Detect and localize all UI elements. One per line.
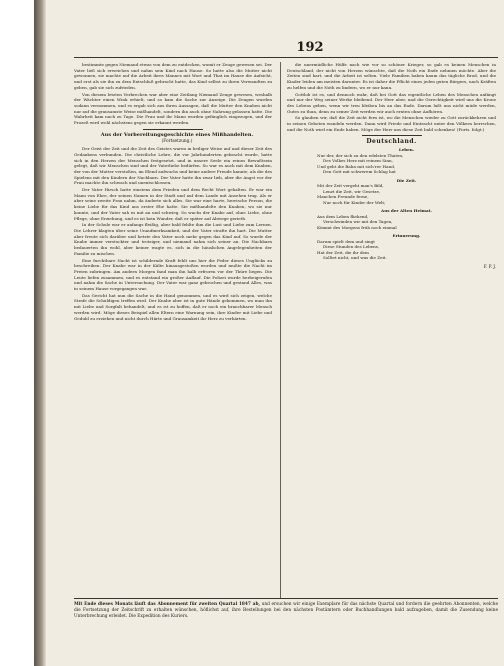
page-number: 192: [296, 40, 324, 55]
poem-line: Den Gott mit schwerem Schlag hat: [323, 169, 396, 175]
poem-line: Mit der Zeit vergeht man's Bild,: [317, 183, 384, 189]
right-column: [287, 62, 496, 600]
poem-line: Manchen Freunde ferne,: [317, 194, 369, 200]
poem-stanza: [317, 147, 496, 175]
poem-line: Aus dem Leben fliehend,: [317, 213, 369, 219]
notice-text: und ersuchen wir einige Exemplare für das nächste Quartal und fordern die geehrten Abonnenten, welche die Fortsetzung der Zeitschrift zu erhalten wünschen, höflichst auf, ihre Bestellungen bei den nächsten Postämtern oder Buchhandlungen bald aufzugeben, damit die Zusendung keine Unterbrechung erleidet. Die Expedition des Kuriers.: [74, 602, 498, 619]
article-subtitle: (Fortsetzung.): [161, 139, 193, 145]
subscription-notice: [74, 598, 498, 619]
section-divider: [143, 129, 203, 130]
column-divider: [280, 62, 281, 598]
article-paragraph: Das Gericht hat nun die Sache in die Hand genommen, und es wird sich zeigen, welche Strafe die Schuldigen treffen wird. Der Knabe aber ist in gute Hände gekommen, wo man ihn mit Liebe und Sorgfalt behandelt, und es ist zu hoffen, daß er noch ein brauchbarer Mensch werden wird. Möge dieses Beispiel allen Eltern eine Warnung sein, ihre Kinder mit Liebe und Geduld zu erziehen und nicht durch Härte und Grausamkeit ihr Herz zu verhärten.: [74, 292, 272, 321]
poem-line: Kömmt des Morgens früh noch einmal: [317, 224, 397, 230]
poem-line: Solltet nicht, und was die Zeit.: [323, 255, 387, 261]
notice-lead: Mit Ende dieses Monats läuft das Abonnement für zweiten Quartal 1847 ab,: [74, 602, 260, 607]
poem-title: Deutschland.: [366, 138, 417, 146]
poem-stanza: [317, 208, 496, 230]
left-column: [74, 62, 272, 628]
stanza-heading: Die Zeit.: [396, 177, 417, 183]
right-opening-para: die unermüdliche Hülfe nach wie vor so schöner Krieger, so gab es keinen Menschen in Deutschland, der nicht von Herzen wünschte, daß die Noth ein Ende nehmen möchte. Aber die Zeiten sind hart, und die Arbeit ist selten. Viele Familien haben kaum das tägliche Brod, und die Kinder leiden am meisten darunter. Es ist daher die Pflicht eines jeden guten Bürgers, nach Kräften zu helfen und die Noth zu lindern, wo er nur kann.: [287, 62, 496, 90]
article-paragraph: In der Schule war er anfangs fleißig, aber bald fehlte ihm die Lust und Liebe zum Lernen. Die Lehrer klagten über seine Unaufmerksamkeit, und der Vater strafte ihn hart. Die Mutter aber freute sich darüber und hetzte den Vater noch mehr gegen das Kind auf. So wurde der Knabe immer verstockter und trotziger, und niemand nahm sich seiner an. Die Nachbarn bedauerten ihn wohl, aber keiner wagte es, sich in die häuslichen Angelegenheiten der Familie zu mischen.: [74, 222, 272, 256]
book-page: [34, 0, 504, 666]
section-divider: [362, 135, 422, 136]
stanza-heading: Erinnerung.: [392, 233, 421, 239]
poem-stanza: [317, 233, 496, 261]
poem-line: Nur der, der sich zu den edelsten Thaten,: [317, 152, 404, 158]
article-paragraph: Der Geist der Zeit und die Zeit des Geistes waren in heiliger Weise auf und dieser Zeit des Gedankens verbunden. Die christliche Lehre, die vor Jahrhunderten gebracht wurde, hatte sich in den Herzen der Menschen festgesetzt, und in unsere Seele ein reines Bewußtsein gelegt, daß wir Menschen sind und der Vaterliebe bedürfen. So war es auch mit dem Knaben, der von der Mutter verstoßen, im Elend aufwuchs und keine andere Freude kannte, als die des Spielens mit den Kindern der Nachbarn. Der Vater hatte ihn zwar lieb, aber die Angst vor der Frau machte ihn schwach und unentschlossen.: [74, 146, 272, 186]
article-paragraph: Eine furchtbare Nacht ist schildernde Kraft fehlt uns hier die Feder dieses Unglücks zu beschreiben. Der Knabe war in der Kälte hinausgestoßen worden und mußte die Nacht im Freien zubringen. Am andern Morgen fand man ihn halb erfroren vor der Thüre liegen. Die Leute liefen zusammen, und es entstand ein großer Auflauf. Die Polizei wurde herbeigerufen und nahm die Sache in Untersuchung. Der Vater war ganz gebrochen und gestand Alles, was in seinem Hause vorgegangen war.: [74, 257, 272, 292]
left-opening-para: Von diesem letzten Verbrechen war aber eine Zeitlang Niemand Zeuge gewesen, weshalb der Wächter einen Wink erhielt, und so kam die Sache zur Anzeige. Die Zeugen wurden sodann vernommen, und es ergab sich aus ihren Aussagen, daß die Mutter den Knaben nicht nur auf die grausamste Weise mißhandelt, sondern ihn auch ohne Nahrung gelassen hatte. Die Wahrheit kam nach zu Tage. Die Frau und ihr Mann wurden gefänglich eingezogen, und der Prozeß wird wohl nächstens gegen sie erkannt werden.: [74, 91, 272, 126]
article-paragraph: Der Vater Hirsch hatte einstens dem Frieden und dem Recht Wort gehalten. Er war ein Mann von Ehre, der seinen Namen in der Stadt und auf dem Lande mit Ansehen trug. Als er aber seine zweite Frau nahm, da änderte sich alles. Sie war eine harte, herrische Person, die keine Liebe für das Kind aus erster Ehe hatte. Sie mißhandelte den Knaben, wo sie nur konnte, und der Vater sah es mit an und schwieg. So wuchs der Knabe auf, ohne Liebe, ohne Pflege, ohne Erziehung, und es ist kein Wunder, daß er später auf Abwege gerieth.: [74, 187, 272, 221]
poem-line: Darum spielt dem und singt: [317, 238, 375, 244]
poem-line: Des Volkes Herz mit reinem Sinn,: [323, 158, 393, 164]
poem-line: Nur noch für Kinder der Welt;: [323, 199, 386, 205]
poem-signoff: F. P. J.: [483, 263, 496, 269]
book-gutter: [34, 0, 46, 666]
poem-line: Diese Stunden des Lebens,: [323, 244, 380, 250]
poem-line: Lenzt die Zeit, wir Gesetze,: [323, 188, 381, 194]
poem-line: Hat der Zeit, die ihr dem: [317, 249, 369, 255]
poem: [317, 147, 496, 269]
right-opening-para: Gottlob ist es, und dennoch wahr, daß bei Gott das eigentliche Leben des Menschen anfängt und nur der Weg seiner Werke bleibend. Der Herr aber, und die Gerechtigkeit wird uns die Krone des Lebens geben, wenn wir treu bleiben bis an das Ende. Darum laßt uns nicht müde werden, Gutes zu thun, denn zu seiner Zeit werden wir auch ernten ohne Aufhören.: [287, 91, 496, 114]
article-title: Aus der Vorbereitungsgeschichte eines Mißhandelten.: [100, 131, 254, 138]
poem-line: Und geht die Bahn mit sich'rer Hand,: [317, 163, 396, 169]
page-content: [52, 0, 498, 666]
left-opening-para: bestimmte gegen Niemand etwas von dem zu entdecken, womit er Zeuge gewesen sei. Der Vater ließ sich erweichen und nahm sein Kind nach Hause. So hatte also die Mutter nicht gewonnen, sie machte auf die Arbeit ihres Mannes mit Wort und That im Hause die Aufsicht, und erst als sie ihn zu dem Entschluß gebracht hatte, das Kind selbst zu ihren Verwandten zu geben, gab sie sich zufrieden.: [74, 62, 272, 90]
right-opening-para: So glauben wir, daß die Zeit nicht fern ist, wo die Menschen wieder zu Gott zurückkehren und in seinen Geboten wandeln werden. Dann wird Friede und Eintracht unter den Völkern herrschen, und die Noth wird ein Ende haben. Möge der Herr uns diese Zeit bald schenken! (Forts. folgt.): [287, 115, 496, 132]
poem-line: Verschwinden wir mit den Tagen,: [323, 219, 393, 225]
stanza-heading: Leben.: [398, 147, 415, 153]
header-rule: [74, 57, 498, 58]
stanza-heading: Aus der Alten Heimat.: [381, 208, 432, 214]
poem-stanza: [317, 178, 496, 206]
